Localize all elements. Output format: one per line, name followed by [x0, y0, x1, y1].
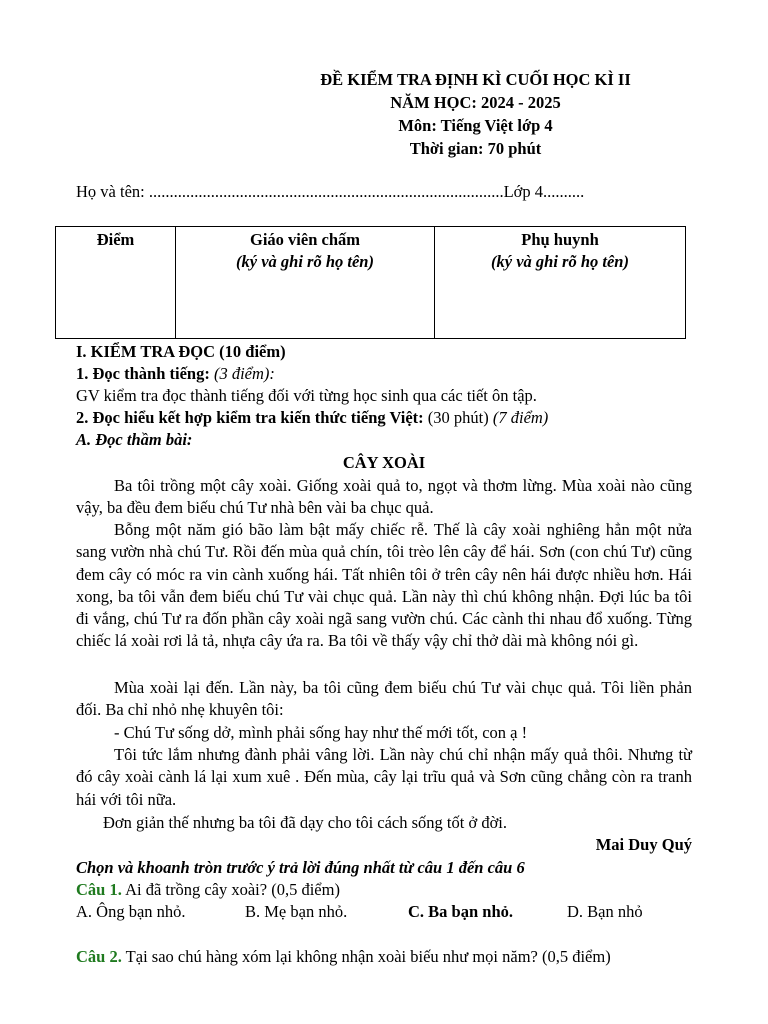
teacher-header: Giáo viên chấm — [250, 230, 360, 249]
q1-option-b[interactable]: B. Mẹ bạn nhỏ. — [245, 902, 348, 921]
parent-subheader: (ký và ghi rõ họ tên) — [491, 252, 629, 271]
exam-title: ĐỀ KIỂM TRA ĐỊNH KÌ CUỐI HỌC KÌ II — [320, 70, 631, 89]
part1-description: GV kiểm tra đọc thành tiếng đối với từng học sinh qua các tiết ôn tập. — [76, 386, 537, 405]
part2-line — [76, 407, 692, 429]
part2-label: 2. Đọc hiểu kết hợp kiểm tra kiến thức tiếng Việt: — [76, 408, 424, 427]
q1-option-a[interactable]: A. Ông bạn nhỏ. — [76, 902, 186, 921]
story-author: Mai Duy Quý — [595, 835, 692, 854]
student-name-line: Họ và tên: ......................................................................................Lớp 4.......... — [76, 182, 585, 201]
part1-line — [76, 363, 692, 385]
score-header: Điểm — [96, 230, 135, 249]
q1-option-d[interactable]: D. Bạn nhỏ — [567, 902, 643, 921]
question-2-label: Câu 2. — [76, 947, 122, 966]
parent-header: Phụ huynh — [521, 230, 599, 249]
question-1-label: Câu 1. — [76, 880, 122, 899]
score-cell — [56, 227, 176, 339]
part1-points: (3 điểm): — [213, 364, 275, 383]
score-table — [55, 226, 686, 339]
duration: Thời gian: 70 phút — [409, 139, 542, 158]
story-title: CÂY XOÀI — [342, 453, 426, 472]
subject: Môn: Tiếng Việt lớp 4 — [398, 116, 553, 135]
question-1-text: Ai đã trồng cây xoài? (0,5 điểm) — [125, 880, 340, 899]
question-2 — [76, 946, 692, 968]
section-title: I. KIỂM TRA ĐỌC (10 điểm) — [76, 342, 286, 361]
story-paragraph-3: Mùa xoài lại đến. Lần này, ba tôi cũng đem biếu chú Tư vài chục quả. Tôi liền phản đối. Ba chỉ nhỏ nhẹ khuyên tôi: — [76, 678, 692, 720]
teacher-cell — [176, 227, 435, 339]
part2-time: (30 phút) — [427, 408, 489, 427]
teacher-subheader: (ký và ghi rõ họ tên) — [236, 252, 374, 271]
question-2-text: Tại sao chú hàng xóm lại không nhận xoài biếu như mọi năm? (0,5 điểm) — [125, 947, 611, 966]
story-paragraph-1: Ba tôi trồng một cây xoài. Giống xoài quả to, ngọt và thơm lừng. Mùa xoài nào cũng vậy, ba đều đem biếu chú Tư nhà bên vài ba chục quả. — [76, 476, 692, 518]
question-1 — [76, 879, 692, 901]
school-year: NĂM HỌC: 2024 - 2025 — [390, 93, 561, 112]
story-paragraph-6: Đơn giản thế nhưng ba tôi đã dạy cho tôi cách sống tốt ở đời. — [103, 813, 508, 832]
story-paragraph-4: - Chú Tư sống dở, mình phải sống hay như thế mới tốt, con ạ ! — [114, 723, 528, 742]
story-paragraph-5: Tôi tức lắm nhưng đành phải vâng lời. Lần này chú chỉ nhận mấy quả thôi. Nhưng từ đó cây xoài cành lá lại xum xuê . Đến mùa, cây lại trĩu quả và Sơn cũng chẳng còn ra tranh hái với tôi nữa. — [76, 745, 692, 809]
parent-cell — [435, 227, 686, 339]
story-paragraph-2: Bỗng một năm gió bão làm bật mấy chiếc rễ. Thế là cây xoài nghiêng hẳn một nửa sang vườn nhà chú Tư. Rồi đến mùa quả chín, tôi trèo lên cây để hái. Sơn (con chú Tư) cũng đem cây có móc ra vin cành xuống hái. Tất nhiên tôi ở trên cây nên hái được nhiều hơn. Hái xong, ba tôi vẫn đem biếu chú Tư vài chục quả. Lần này thì chú không nhận. Đợi lúc ba tôi đi vắng, chú Tư ra đốn phần cây xoài ngã sang vườn chú. Các cành thi nhau đổ xuống. Từng chiếc lá xoài rơi lả tả, nhựa cây ứa ra. Ba tôi về thấy vậy chỉ thở dài mà không nói gì. — [76, 520, 692, 651]
part-a-label: A. Đọc thầm bài: — [76, 430, 193, 449]
q1-option-c[interactable]: C. Ba bạn nhỏ. — [408, 902, 514, 921]
part2-points: (7 điểm) — [492, 408, 549, 427]
part1-label: 1. Đọc thành tiếng: — [76, 364, 210, 383]
instruction: Chọn và khoanh tròn trước ý trả lời đúng nhất từ câu 1 đến câu 6 — [76, 858, 525, 877]
